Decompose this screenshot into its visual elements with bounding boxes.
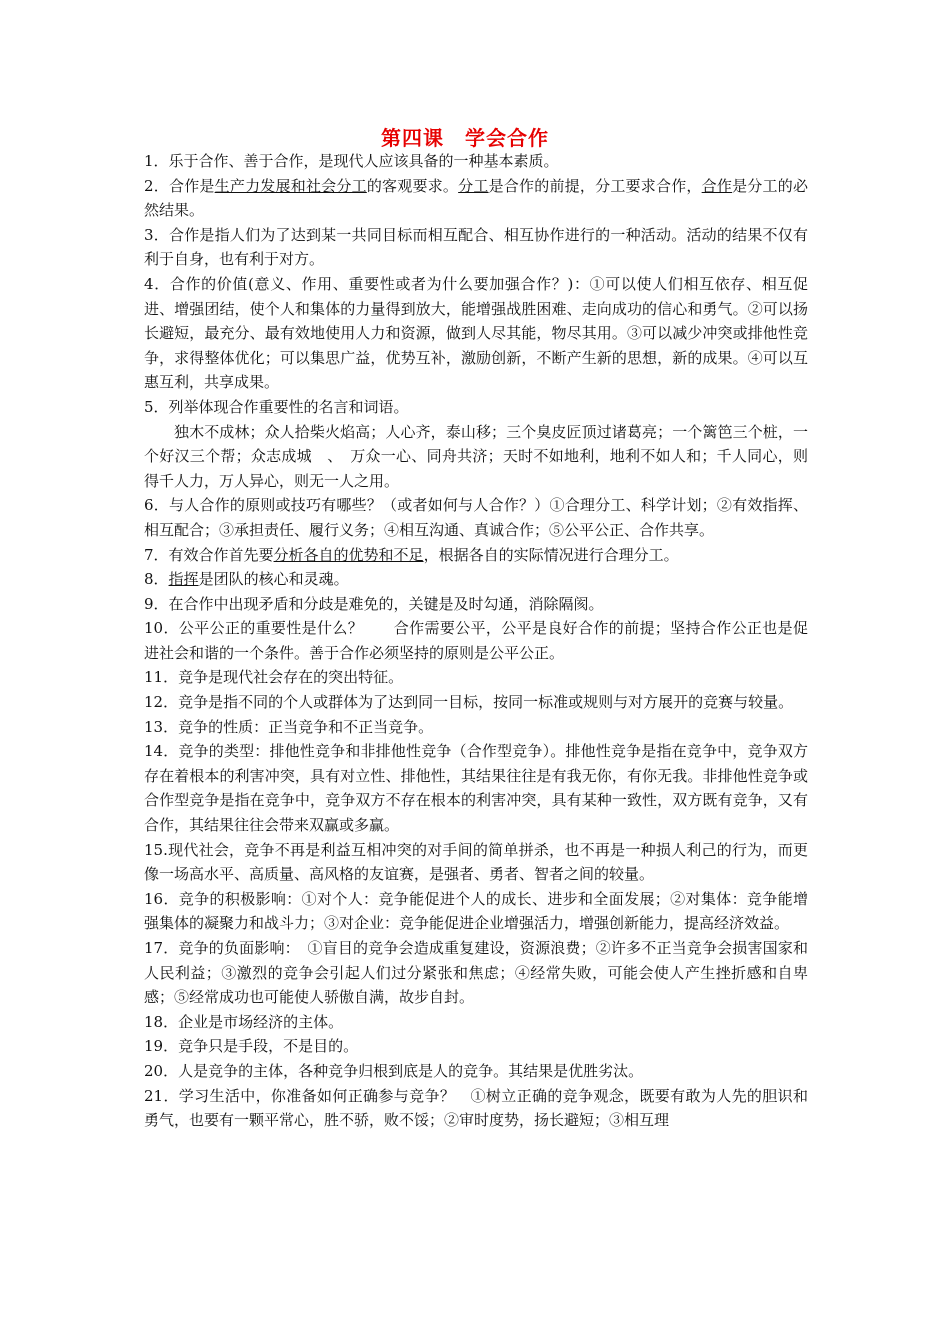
point-2-underline-2: 分工 [458,176,489,195]
point-10: 10．公平公正的重要性是什么？ 合作需要公平，公平是良好合作的前提；坚持合作公正也是促进社会和谐的一个条件。善于合作必须坚持的原则是公平公正。 [144,619,808,662]
point-9: 9．在合作中出现矛盾和分歧是难免的，关键是及时勾通，消除隔阂。 [144,594,604,613]
point-14: 14．竞争的类型：排他性竞争和非排他性竞争（合作型竞争）。排他性竞争是指在竞争中，竞争双方存在着根本的利害冲突，具有对立性、排他性，其结果往往是有我无你，有你无我。非排他性竞争或合作型竞争是指在竞争中，竞争双方不存在根本的利害冲突，具有某种一致性，双方既有竞争，又有合作，其结果往往会带来双赢或多赢。 [144,742,808,835]
point-20: 20．人是竞争的主体，各种竞争归根到底是人的竞争。其结果是优胜劣汰。 [144,1061,644,1080]
point-21: 21．学习生活中，你准备如何正确参与竞争？ ①树立正确的竞争观念，既要有敢为人先的胆识和勇气，也要有一颗平常心，胜不骄，败不馁；②审时度势，扬长避短；③相互理 [144,1086,808,1130]
lesson-title: 第四课 学会合作 [381,126,549,150]
point-18: 18．企业是市场经济的主体。 [144,1012,344,1031]
point-15: 15.现代社会，竞争不再是利益互相冲突的对手间的简单拼杀，也不再是一种损人利己的行为，而更像一场高水平、高质量、高风格的友谊赛，是强者、勇者、智者之间的较量。 [144,840,808,884]
point-13: 13．竞争的性质：正当竞争和不正当竞争。 [144,717,434,736]
point-2 [144,174,808,223]
point-6: 6．与人合作的原则或技巧有哪些？（或者如何与人合作？）①合理分工、科学计划；②有效指挥、相互配合；③承担责任、履行义务；④相互沟通、真诚合作；⑤公平公正、合作共享。 [144,496,808,539]
point-11: 11．竞争是现代社会存在的突出特征。 [144,668,404,687]
point-7-text-a: 7．有效合作首先要 [144,545,274,564]
point-2-underline-1: 生产力发展和社会分工 [214,176,367,195]
point-8-text-a: 8． [144,570,169,589]
point-2-text-c: 是合作的前提，分工要求合作， [488,176,702,195]
point-17: 17．竞争的负面影响： ①盲目的竞争会造成重复建设，资源浪费；②许多不正当竞争会损害国家和人民利益；③激烈的竞争会引起人们过分紧张和焦虑；④经常失败，可能会使人产生挫折感和自卑感；⑤经常成功也可能使人骄傲自满，故步自封。 [144,939,808,1007]
point-8 [144,567,808,592]
point-5-examples: 独木不成林；众人拾柴火焰高；人心齐，泰山移；三个臭皮匠顶过诸葛亮；一个篱笆三个桩，一个好汉三个帮；众志成城 、 万众一心、同舟共济；天时不如地利，地利不如人和；千人同心，则得千人力，万人异心，则无一人之用。 [144,422,808,490]
point-2-text-b: 的客观要求。 [366,176,459,195]
point-2-underline-3: 合作 [701,176,733,195]
point-1: 1．乐于合作、善于合作，是现代人应该具备的一种基本素质。 [144,152,559,170]
point-3: 3．合作是指人们为了达到某一共同目标而相互配合、相互协作进行的一种活动。活动的结果不仅有利于自身，也有利于对方。 [144,225,808,269]
point-8-text-b: 是团队的核心和灵魂。 [198,570,349,589]
point-8-underline: 指挥 [168,570,199,589]
point-2-text-a: 2．合作是 [144,176,215,195]
point-7-text-b: ，根据各自的实际情况进行合理分工。 [423,545,679,564]
point-16: 16．竞争的积极影响：①对个人：竞争能促进个人的成长、进步和全面发展；②对集体：竞争能增强集体的凝聚力和战斗力；③对企业：竞争能促进企业增强活力，增强创新能力，提高经济效益。 [144,889,808,933]
point-19: 19．竞争只是手段，不是目的。 [144,1037,359,1056]
point-7 [144,543,808,568]
point-4: 4．合作的价值(意义、作用、重要性或者为什么要加强合作？)：①可以使人们相互依存、相互促进、增强团结，使个人和集体的力量得到放大，能增强战胜困难、走向成功的信心和勇气。②可以扬长避短，最充分、最有效地使用人力和资源，做到人尽其能，物尽其用。③可以减少冲突或排他性竞争，求得整体优化；可以集思广益，优势互补，激励创新，不断产生新的思想，新的成果。④可以互惠互利，共享成果。 [144,274,808,392]
point-2-text-d: 是分工的必然结果。 [144,176,808,220]
point-7-underline: 分析各自的优势和不足 [273,545,424,564]
point-5: 5．列举体现合作重要性的名言和词语。 [144,397,409,416]
point-12: 12．竞争是指不同的个人或群体为了达到同一目标，按同一标准或规则与对方展开的竞赛与较量。 [144,693,794,712]
document-body [144,149,808,1133]
